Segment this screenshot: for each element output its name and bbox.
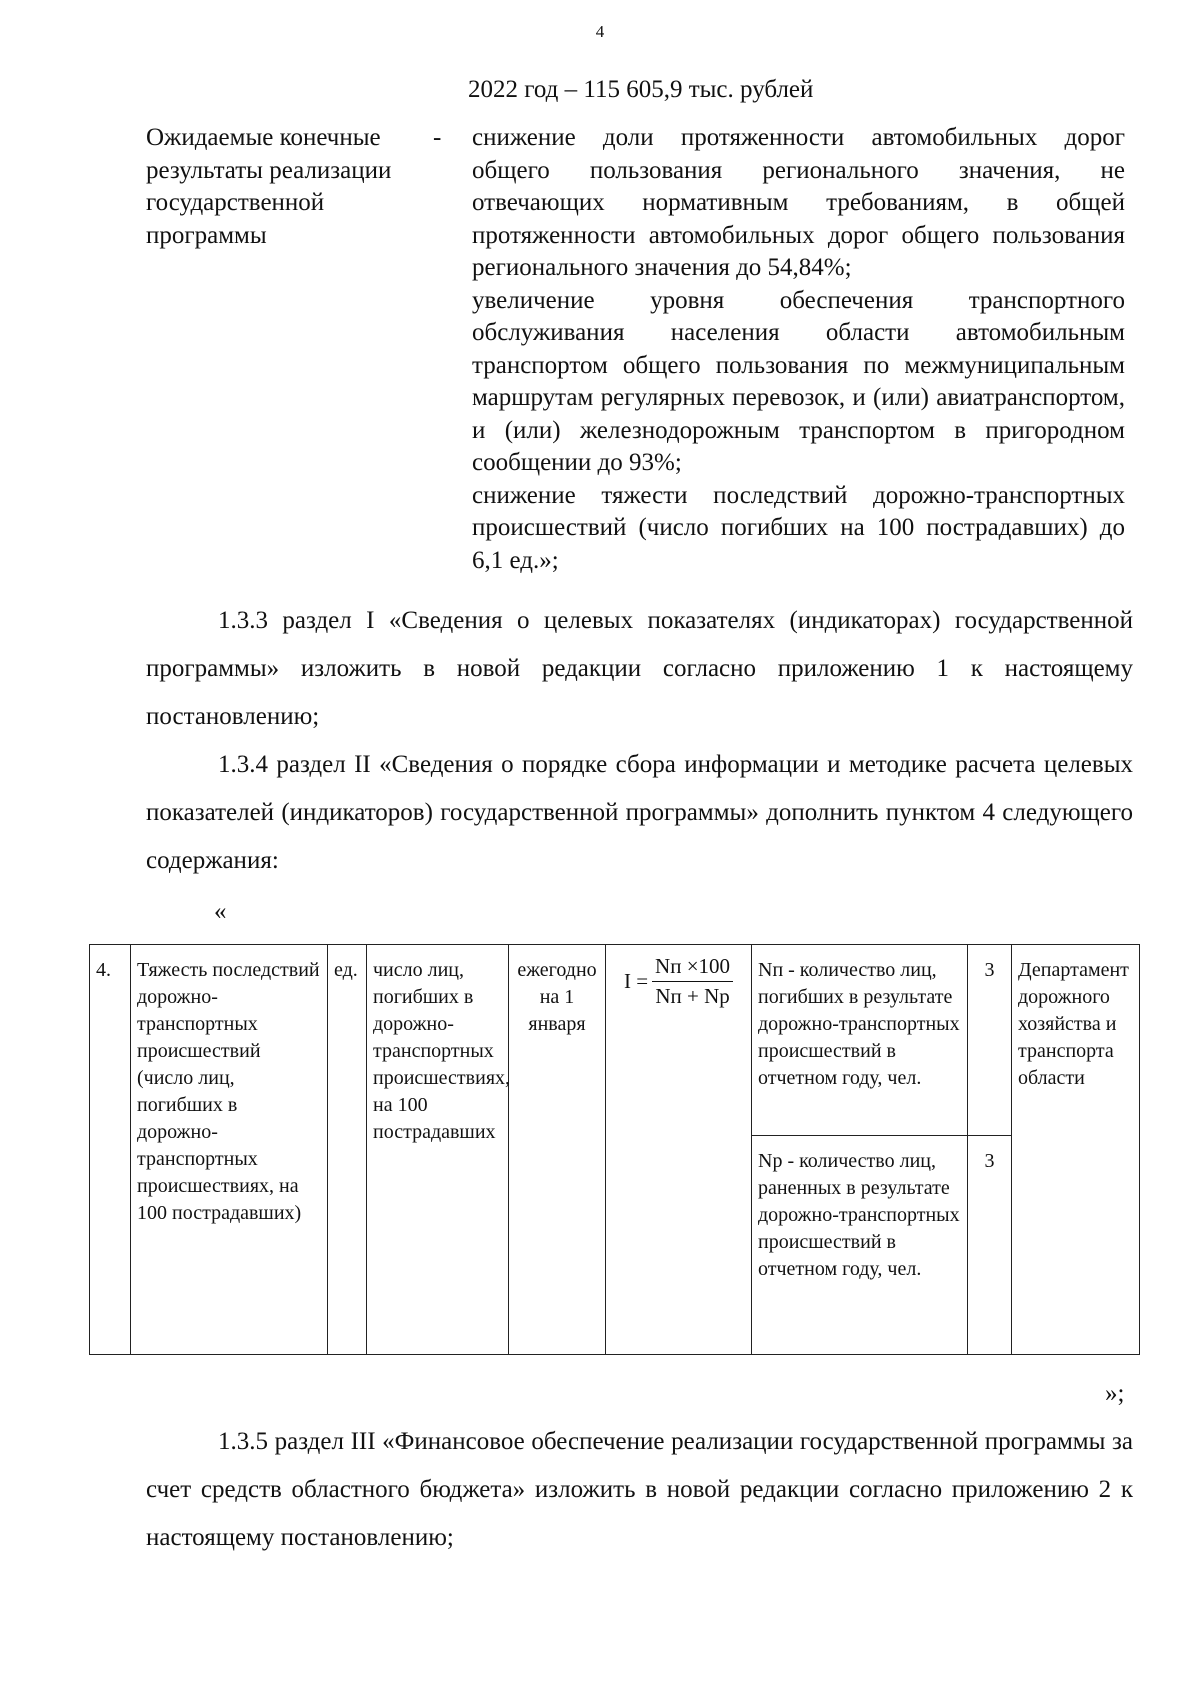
variable-np-code: 3 (968, 945, 1012, 1136)
periodicity-cell: ежегодно на 1 января (509, 945, 606, 1355)
formula-denominator: Nп + Nр (655, 984, 730, 1008)
formula-cell (606, 945, 752, 1355)
quote-open: « (214, 898, 227, 925)
formula-fraction (652, 953, 733, 1010)
result-item: снижение тяжести последствий дорожно-транспортных происшествий (число погибших на 100 пострадавших) до 6,1 ед.»; (472, 481, 1125, 574)
paragraph-1-3-5: 1.3.5 раздел III «Финансовое обеспечение реализации государственной программы за счет средств областного бюджета» изложить в новой редакции согласно приложению 2 к настоящему постановлению; (146, 1428, 1133, 1551)
variable-nr-desc: Nр - количество лиц, раненных в результате дорожно-транспортных происшествий в отчетном году, чел. (752, 1136, 968, 1355)
results-text (472, 122, 1125, 577)
variable-nr-code: 3 (968, 1136, 1012, 1355)
variable-np-desc: Nп - количество лиц, погибших в результате дорожно-транспортных происшествий в отчетном году, чел. (752, 945, 968, 1136)
result-item: снижение доли протяженности автомобильных дорог общего пользования регионального значения, не отвечающих нормативным требованиям, в общей протяженности автомобильных дорог общего пользования регионального значения до 54,84%; (472, 124, 1125, 281)
paragraph-1-3-4: 1.3.4 раздел II «Сведения о порядке сбора информации и методике расчета целевых показателей (индикаторов) государственной программы» дополнить пунктом 4 следующего содержания: (146, 751, 1133, 874)
indicator-name: Тяжесть последствий дорожно-транспортных происшествий (число лиц, погибших в дорожно-транспортных происшествиях, на 100 пострадавших) (131, 945, 328, 1355)
definition-cell: число лиц, погибших в дорожно-транспортных происшествиях, на 100 пострадавших (367, 945, 509, 1355)
row-number: 4. (90, 945, 131, 1355)
unit-cell: ед. (328, 945, 367, 1355)
indicator-table (89, 944, 1140, 1355)
finance-line: 2022 год – 115 605,9 тыс. рублей (468, 76, 814, 103)
quote-close: »; (1105, 1380, 1125, 1407)
responsible-cell: Департамент дорожного хозяйства и транспорта области (1012, 945, 1140, 1355)
results-label: Ожидаемые конечные результаты реализации государственной программы (146, 124, 392, 249)
table-row (90, 945, 1140, 1136)
results-dash: - (433, 124, 442, 151)
formula-lhs: I = (623, 969, 649, 993)
paragraph-1-3-3: 1.3.3 раздел I «Сведения о целевых показателях (индикаторах) государственной программы» изложить в новой редакции согласно приложению 1 к настоящему постановлению; (146, 607, 1133, 730)
formula-numerator: Nп ×100 (652, 953, 733, 982)
page-number: 4 (595, 22, 605, 41)
formula (612, 953, 745, 1010)
result-item: увеличение уровня обеспечения транспортного обслуживания населения области автомобильным транспортом общего пользования по межмуниципальным маршрутам регулярных перевозок, и (или) авиатранспортом, и (или) железнодорожным транспортом в пригородном сообщении до 93%; (472, 286, 1125, 476)
